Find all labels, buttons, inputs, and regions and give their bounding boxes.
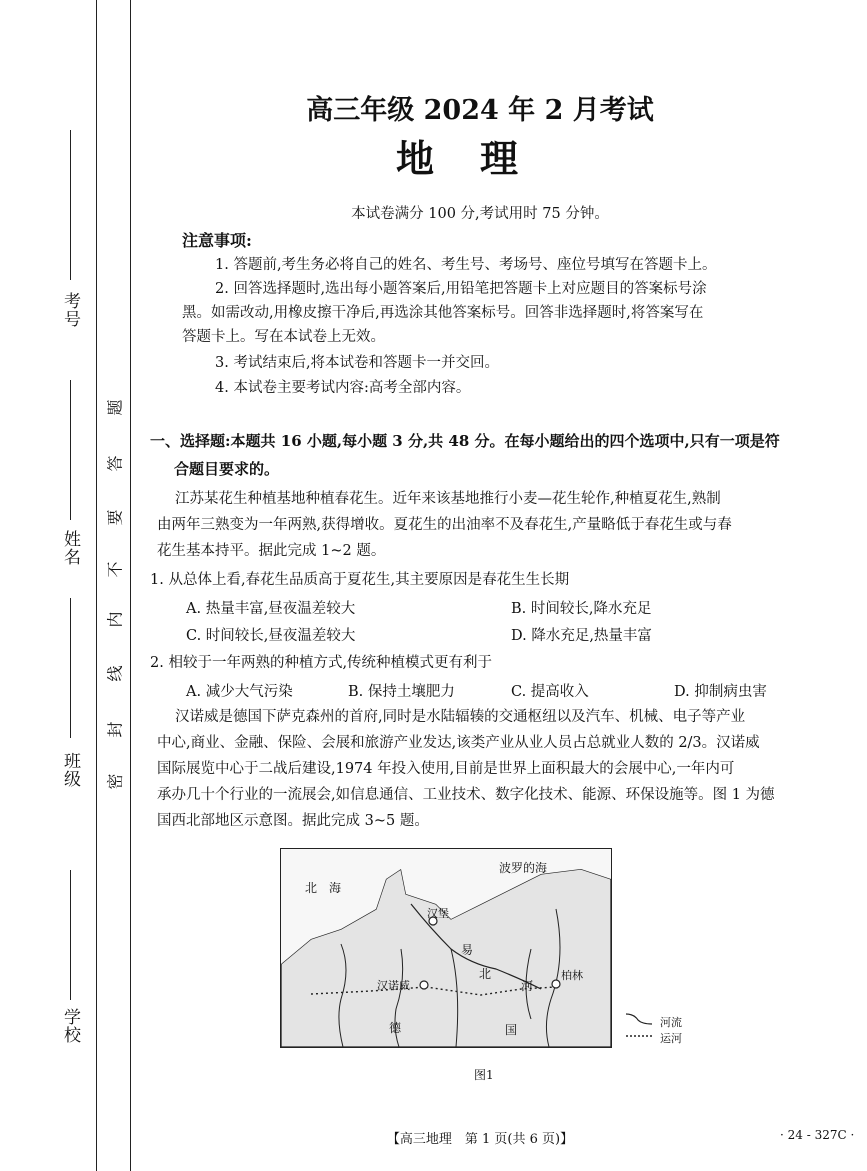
label-germany-1: 德 xyxy=(389,1021,402,1035)
legend-canal-label: 运河 xyxy=(660,1032,682,1045)
seal-char: 不 xyxy=(105,561,125,578)
class-blank xyxy=(70,598,71,738)
q2-option-d: D. 抑制病虫害 xyxy=(674,684,767,700)
passage-line: 中心,商业、金融、保险、会展和旅游产业发达,该类产业从业人员占总就业人数的 2/3。汉诺威 xyxy=(157,735,760,751)
notice-item: 答题卡上。写在本试卷上无效。 xyxy=(182,329,385,345)
passage-line: 江苏某花生种植基地种植春花生。近年来该基地推行小麦—花生轮作,种植夏花生,熟制 xyxy=(175,491,721,507)
passage-line: 承办几十个行业的一流展会,如信息通信、工业技术、数字化技术、能源、环保设施等。图 1 为德 xyxy=(157,787,775,803)
exam-meta: 本试卷满分 100 分,考试用时 75 分钟。 xyxy=(351,206,609,222)
name-label: 姓名 xyxy=(60,530,80,566)
label-north-sea: 北 海 xyxy=(305,881,342,895)
q2-option-a: A. 减少大气污染 xyxy=(186,684,293,700)
passage-line: 花生基本持平。据此完成 1~2 题。 xyxy=(157,543,386,559)
q1-option-a: A. 热量丰富,昼夜温差较大 xyxy=(186,601,356,617)
passage-line: 国际展览中心于二战后建设,1974 年投入使用,目前是世界上面积最大的会展中心,一年内可 xyxy=(157,761,735,777)
passage-line: 由两年三熟变为一年两熟,获得增收。夏花生的出油率不及春花生,产量略低于春花生或与春 xyxy=(157,517,732,533)
section-heading-line: 合题目要求的。 xyxy=(174,460,280,478)
notice-item: 黑。如需改动,用橡皮擦干净后,再选涂其他答案标号。回答非选择题时,将答案写在 xyxy=(182,305,704,321)
figure-caption: 图1 xyxy=(474,1068,494,1082)
label-hamburg: 汉堡 xyxy=(427,907,449,920)
class-label: 班级 xyxy=(60,752,80,788)
notice-item: 3. 考试结束后,将本试卷和答题卡一并交回。 xyxy=(215,355,500,371)
name-blank xyxy=(70,380,71,520)
section-heading xyxy=(150,427,830,483)
passage-1 xyxy=(157,486,830,564)
q1-option-c: C. 时间较长,昼夜温差较大 xyxy=(186,628,356,644)
label-baltic-sea: 波罗的海 xyxy=(499,861,548,875)
seal-char: 题 xyxy=(105,399,125,416)
seal-char: 内 xyxy=(105,611,125,628)
page-footer: 【高三地理 第 1 页(共 6 页)】 xyxy=(386,1132,574,1147)
notice-item: 1. 答题前,考生务必将自己的姓名、考生号、考场号、座位号填写在答题卡上。 xyxy=(215,257,717,273)
canal-legend-icon xyxy=(624,1032,654,1040)
school-label: 学校 xyxy=(60,1008,80,1044)
seal-char: 答 xyxy=(105,455,125,472)
label-north-1: 北 xyxy=(479,967,492,981)
q2-option-c: C. 提高收入 xyxy=(511,684,589,700)
passage-line: 汉诺威是德国下萨克森州的首府,同时是水陆辐辏的交通枢纽以及汽车、机械、电子等产业 xyxy=(175,709,746,725)
passage-line: 国西北部地区示意图。据此完成 3~5 题。 xyxy=(157,813,429,829)
q1-option-b: B. 时间较长,降水充足 xyxy=(511,601,652,617)
label-hanover: 汉诺威 xyxy=(377,979,410,992)
notice-item: 4. 本试卷主要考试内容:高考全部内容。 xyxy=(215,380,471,396)
passage-2 xyxy=(157,704,830,834)
city-marker-berlin xyxy=(552,980,560,988)
paper-code: · 24 - 327C · xyxy=(780,1128,855,1142)
label-germany-2: 国 xyxy=(505,1023,518,1037)
question-2-stem: 2. 相较于一年两熟的种植方式,传统种植模式更有利于 xyxy=(150,655,493,671)
notice-heading: 注意事项: xyxy=(182,231,252,250)
section-heading-line: 一、选择题:本题共 16 小题,每小题 3 分,共 48 分。在每小题给出的四个选项中,只有一项是符 xyxy=(150,432,780,450)
school-blank xyxy=(70,870,71,1000)
q2-option-b: B. 保持土壤肥力 xyxy=(348,684,455,700)
seal-char: 封 xyxy=(105,721,125,738)
legend-river-label: 河流 xyxy=(660,1016,682,1029)
label-north-2: 河 xyxy=(521,979,534,993)
seal-char: 密 xyxy=(105,773,125,790)
seal-char: 线 xyxy=(105,665,125,682)
exam-no-label: 考号 xyxy=(60,292,80,328)
subject-title: 地理 xyxy=(395,136,564,181)
river-legend-icon xyxy=(624,1012,654,1026)
germany-map-figure xyxy=(280,848,612,1048)
exam-title: 高三年级 2024 年 2 月考试 xyxy=(306,95,654,126)
city-marker-hanover xyxy=(420,981,428,989)
question-1-stem: 1. 从总体上看,春花生品质高于夏花生,其主要原因是春花生生长期 xyxy=(150,572,570,588)
seal-char: 要 xyxy=(105,509,125,526)
notice-item: 2. 回答选择题时,选出每小题答案后,用铅笔把答题卡上对应题目的答案标号涂 xyxy=(215,281,707,297)
label-berlin: 柏林 xyxy=(561,969,583,982)
q1-option-d: D. 降水充足,热量丰富 xyxy=(511,628,652,644)
label-elbe: 易 xyxy=(461,943,474,957)
